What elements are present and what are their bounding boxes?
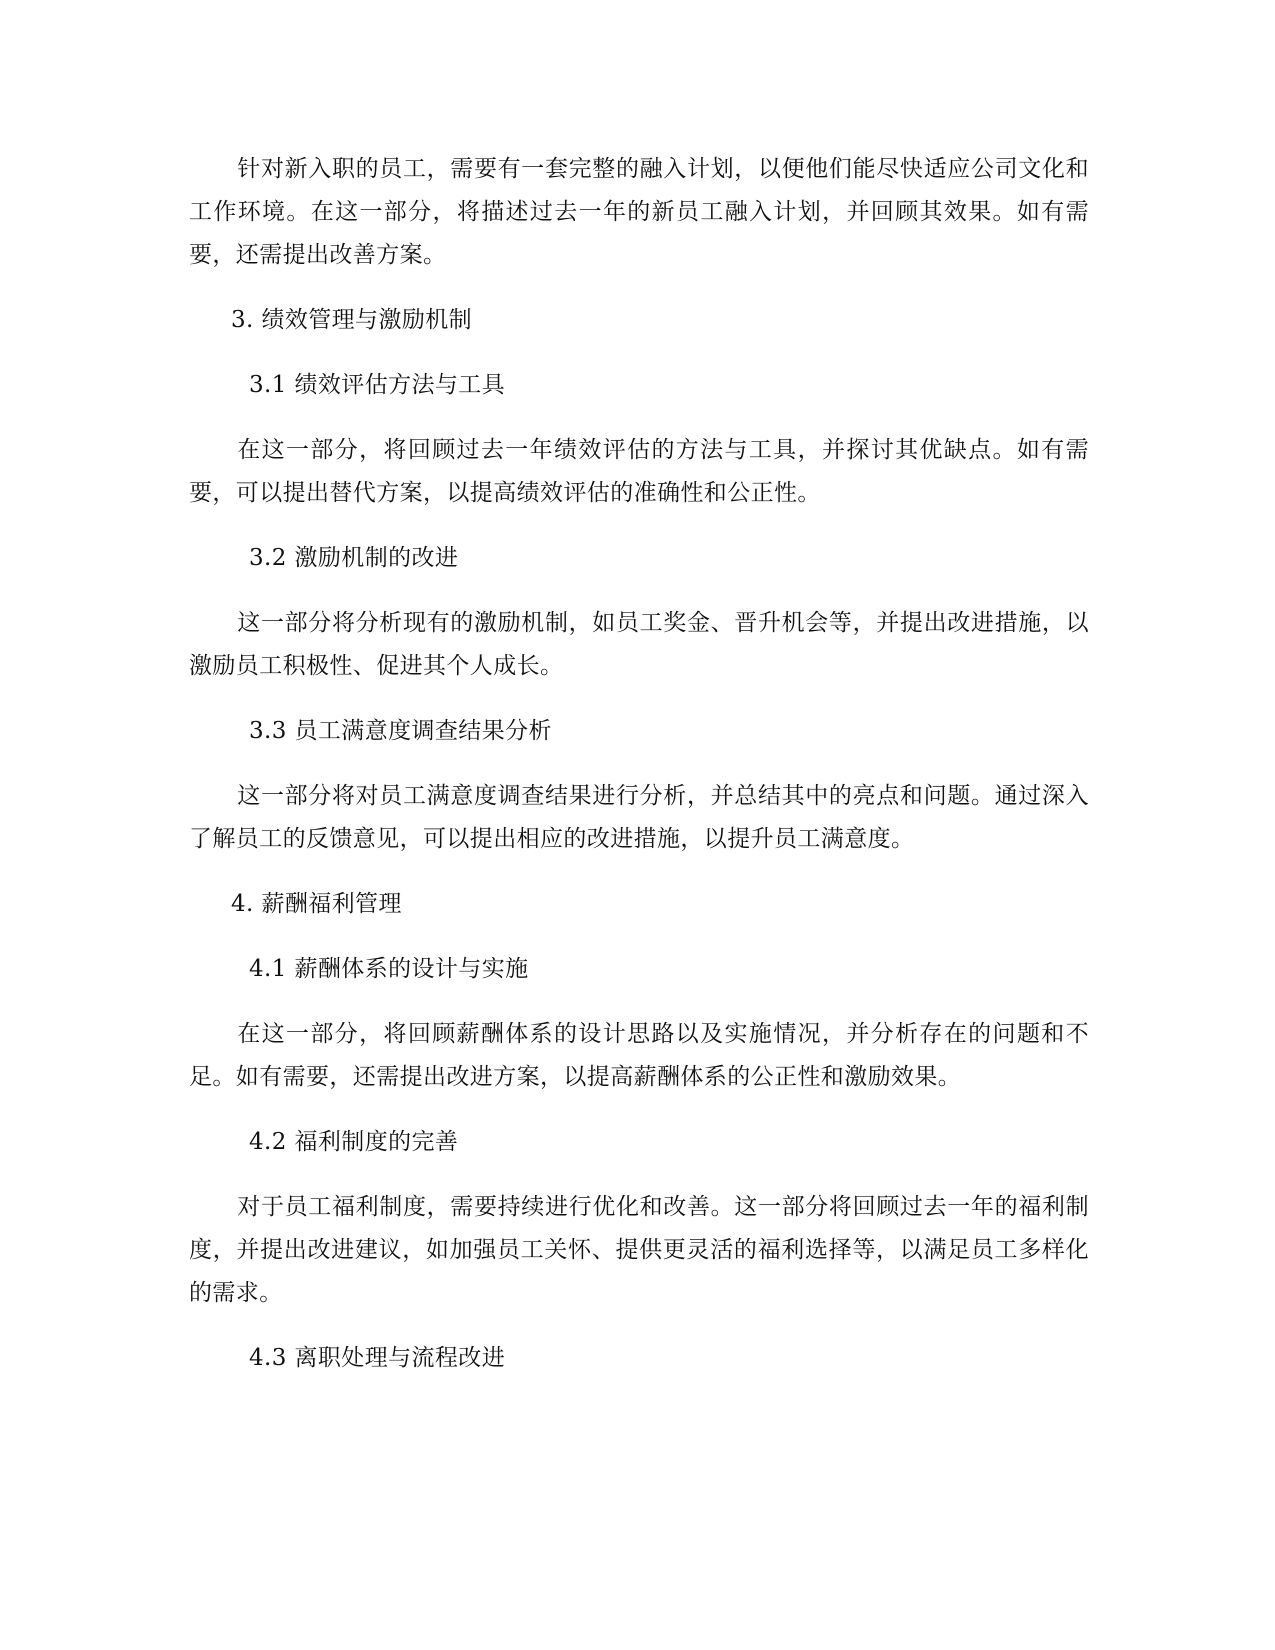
document-body <box>189 148 1089 1402</box>
paragraph-onboarding: 针对新入职的员工，需要有一套完整的融入计划，以便他们能尽快适应公司文化和工作环境。在这一部分，将描述过去一年的新员工融入计划，并回顾其效果。如有需要，还需提出改善方案。 <box>189 156 1089 268</box>
heading-section-3-1: 3.1 绩效评估方法与工具 <box>249 372 506 398</box>
heading-section-4-2: 4.2 福利制度的完善 <box>249 1129 459 1155</box>
paragraph-welfare-system: 对于员工福利制度，需要持续进行优化和改善。这一部分将回顾过去一年的福利制度，并提出改进建议，如加强员工关怀、提供更灵活的福利选择等，以满足员工多样化的需求。 <box>189 1194 1089 1306</box>
heading-section-3: 3. 绩效管理与激励机制 <box>231 307 473 333</box>
heading-section-3-3: 3.3 员工满意度调查结果分析 <box>249 718 552 744</box>
paragraph-compensation-system: 在这一部分，将回顾薪酬体系的设计思路以及实施情况，并分析存在的问题和不足。如有需要，还需提出改进方案，以提高薪酬体系的公正性和激励效果。 <box>189 1021 1089 1090</box>
paragraph-performance-evaluation: 在这一部分，将回顾过去一年绩效评估的方法与工具，并探讨其优缺点。如有需要，可以提出替代方案，以提高绩效评估的准确性和公正性。 <box>189 437 1089 506</box>
heading-section-4-3: 4.3 离职处理与流程改进 <box>249 1345 506 1371</box>
heading-section-4: 4. 薪酬福利管理 <box>231 891 402 917</box>
paragraph-incentive-mechanism: 这一部分将分析现有的激励机制，如员工奖金、晋升机会等，并提出改进措施，以激励员工积极性、促进其个人成长。 <box>189 610 1089 679</box>
paragraph-satisfaction-survey: 这一部分将对员工满意度调查结果进行分析，并总结其中的亮点和问题。通过深入了解员工的反馈意见，可以提出相应的改进措施，以提升员工满意度。 <box>189 783 1089 852</box>
heading-section-3-2: 3.2 激励机制的改进 <box>249 545 459 571</box>
heading-section-4-1: 4.1 薪酬体系的设计与实施 <box>249 956 529 982</box>
